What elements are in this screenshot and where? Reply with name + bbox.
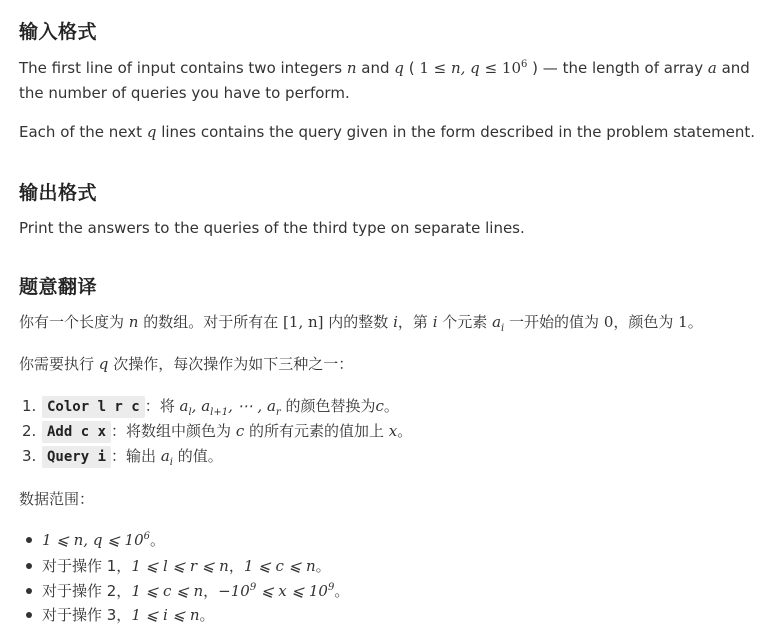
constraint-item-2: 对于操作 1，1 ⩽ l ⩽ r ⩽ n，1 ⩽ c ⩽ n。 [26, 554, 331, 578]
input-format-para-2: Each of the next q lines contains the query given in the form described in the problem statement. [19, 123, 756, 141]
code-query: Query i [42, 446, 111, 468]
constraint-item-3: 对于操作 2，1 ⩽ c ⩽ n，$-10^9$ ⩽ x ⩽ $10^9$。 [26, 579, 349, 603]
code-color: Color l r c [42, 396, 145, 418]
code-add: Add c x [42, 421, 111, 443]
input-format-line-1: The first line of input contains two integers n and q ( 1 ≤ n, $q \le 10^6$ ) — the length of array a and [19, 59, 750, 77]
constraint-item-4: 对于操作 3，1 ⩽ i ⩽ n。 [26, 603, 215, 627]
operation-item-query: 3. Query i ：输出 $a_i$ 的值。 [22, 447, 223, 468]
input-format-line-2: the number of queries you have to perform. [19, 84, 350, 102]
operation-item-color: 1. Color l r c ：将 $a_l$, $a_{l+1}$, ⋯ , $a_r$ 的颜色替换为c。 [22, 397, 399, 418]
translation-para-1: 你有一个长度为 n 的数组。对于所有在 [1, n] 内的整数 i，第 i 个元素 $a_i$ 一开始的值为 0，颜色为 1。 [19, 313, 703, 334]
output-format-heading: 输出格式 [19, 182, 98, 204]
output-format-text: Print the answers to the queries of the third type on separate lines. [19, 219, 525, 237]
constraint-item-1: 1 ⩽ n, q ⩽ $10^6$。 [26, 528, 165, 552]
operation-item-add: 2. Add c x ：将数组中颜色为 c 的所有元素的值加上 x。 [22, 419, 412, 443]
constraint-math: 1 ≤ n, $q \le 10^6$ [419, 59, 528, 77]
translation-heading: 题意翻译 [19, 276, 98, 298]
input-format-heading: 输入格式 [19, 21, 98, 43]
translation-para-2: 你需要执行 q 次操作，每次操作为如下三种之一： [19, 355, 354, 373]
data-range-heading: 数据范围： [19, 490, 95, 508]
